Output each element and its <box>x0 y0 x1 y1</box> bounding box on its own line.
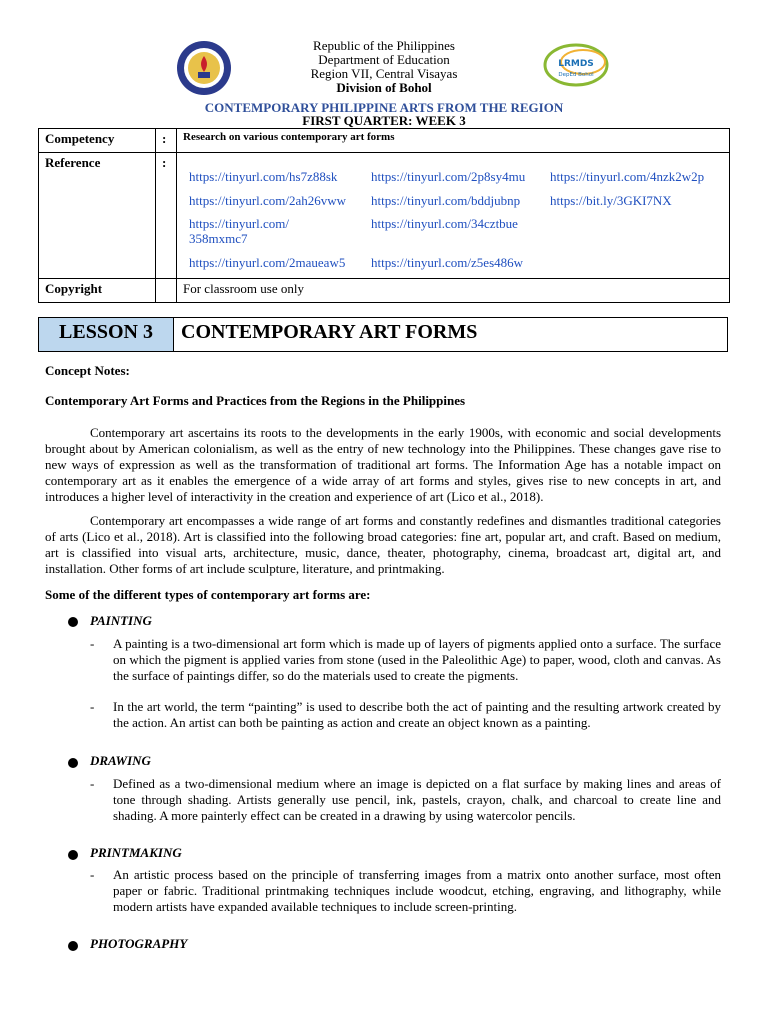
competency-colon: : <box>156 129 177 153</box>
printmaking-title: PRINTMAKING <box>90 845 182 860</box>
copyright-label: Copyright <box>39 279 156 303</box>
reference-link[interactable]: https://tinyurl.com/2maueaw5 <box>189 255 346 270</box>
reference-link[interactable]: https://tinyurl.com/ <box>189 216 290 231</box>
lesson-number: LESSON 3 <box>39 318 174 351</box>
painting-title: PAINTING <box>90 613 152 628</box>
reference-label: Reference <box>39 153 156 279</box>
reference-link[interactable]: https://tinyurl.com/34cztbue <box>371 216 518 231</box>
photography-title: PHOTOGRAPHY <box>90 936 188 951</box>
reference-link[interactable]: https://tinyurl.com/hs7z88sk <box>189 169 338 184</box>
lrmds-logo-text: LRMDS <box>558 59 594 69</box>
copyright-value: For classroom use only <box>177 279 730 303</box>
printmaking-description: An artistic process based on the principle of transferring images from a matrix onto another surface, most often paper or fabric. Traditional printmaking techniques include woodcut, etching, engraving, and lithography, while modern artists have expanded available techniques to include screen-printing. <box>113 867 721 914</box>
section-subheading: Contemporary Art Forms and Practices from the Regions in the Philippines <box>45 393 466 408</box>
header-division: Division of Bohol <box>336 80 432 95</box>
dash-marker: - <box>90 636 95 651</box>
dash-marker: - <box>90 776 95 791</box>
lrmds-logo-subtext: DepEd Bohol <box>558 72 594 78</box>
bullet-icon <box>68 617 78 627</box>
copyright-colon-cell <box>156 279 177 303</box>
painting-description-1: A painting is a two-dimensional art form which is made up of layers of pigments applied onto a surface. The surface on which the pigment is applied varies from stone (used in the Paleolithic Age) to paper, wood, cloth and canvas. As the surface of paintings differ, so do the materials used to create the pigments. <box>113 636 721 683</box>
paragraph-2: Contemporary art encompasses a wide range of art forms and constantly redefines and dismantles traditional categories of arts (Lico et al., 2018). Art is classified into the following broad categories: fine art, popular art, and craft. Based on medium, art is classified into visual arts, architecture, music, dance, theater, photography, cinema, broadcast art, digital art, and installation. Other forms of art include sculpture, literature, and printmaking. <box>45 513 721 576</box>
competency-label: Competency <box>39 129 156 153</box>
reference-link[interactable]: https://tinyurl.com/bddjubnp <box>371 193 521 208</box>
drawing-description: Defined as a two-dimensional medium where an image is depicted on a flat surface by making lines and areas of tone through shading. Artists generally use pencil, ink, pastels, crayon, chalk, and charcoal to create line and shading. A more painterly effect can be created in a drawing by using watercolor pencils. <box>113 776 721 823</box>
reference-link[interactable]: https://bit.ly/3GKI7NX <box>550 193 672 208</box>
header-republic: Republic of the Philippines <box>313 38 455 53</box>
reference-link[interactable]: https://tinyurl.com/z5es486w <box>371 255 524 270</box>
reference-link[interactable]: https://tinyurl.com/2ah26vww <box>189 193 347 208</box>
dash-marker: - <box>90 867 95 882</box>
header-department: Department of Education <box>318 52 450 67</box>
header-region: Region VII, Central Visayas <box>310 66 458 81</box>
concept-notes-heading: Concept Notes: <box>45 363 130 378</box>
reference-colon: : <box>156 153 177 279</box>
dash-marker: - <box>90 699 95 714</box>
paragraph-1: Contemporary art ascertains its roots to the developments in the early 1900s, with economic and social developments brought about by American colonialism, as well as the entry of new technology into the Philippines. These changes gave rise to new ways of expression as well as the transformation of traditional art forms. The Information Age has a notable impact on contemporary art as it enables the emergence of a wide array of art forms and styles, gives rise to new concepts in art, and introduces a higher level of interactivity in the creation and experience of art (Lico et al., 2018). <box>45 425 721 504</box>
bullet-icon <box>68 758 78 768</box>
reference-link[interactable]: https://tinyurl.com/2p8sy4mu <box>371 169 526 184</box>
doc-subtitle: FIRST QUARTER: WEEK 3 <box>302 113 466 128</box>
doc-title: CONTEMPORARY PHILIPPINE ARTS FROM THE REGION <box>204 100 564 115</box>
bullet-icon <box>68 941 78 951</box>
lesson-title: CONTEMPORARY ART FORMS <box>181 321 478 343</box>
reference-link-continued[interactable]: 358mxmc7 <box>189 231 248 246</box>
types-heading: Some of the different types of contemporary art forms are: <box>45 587 371 602</box>
bullet-icon <box>68 850 78 860</box>
reference-link[interactable]: https://tinyurl.com/4nzk2w2p <box>550 169 705 184</box>
painting-description-2: In the art world, the term “painting” is used to describe both the act of painting and the resulting artwork created by the action. An artist can both be painting as action and create an object known as a painting. <box>113 699 721 730</box>
lesson-banner <box>38 317 728 352</box>
competency-value: Research on various contemporary art forms <box>177 129 730 153</box>
drawing-title: DRAWING <box>90 753 151 768</box>
